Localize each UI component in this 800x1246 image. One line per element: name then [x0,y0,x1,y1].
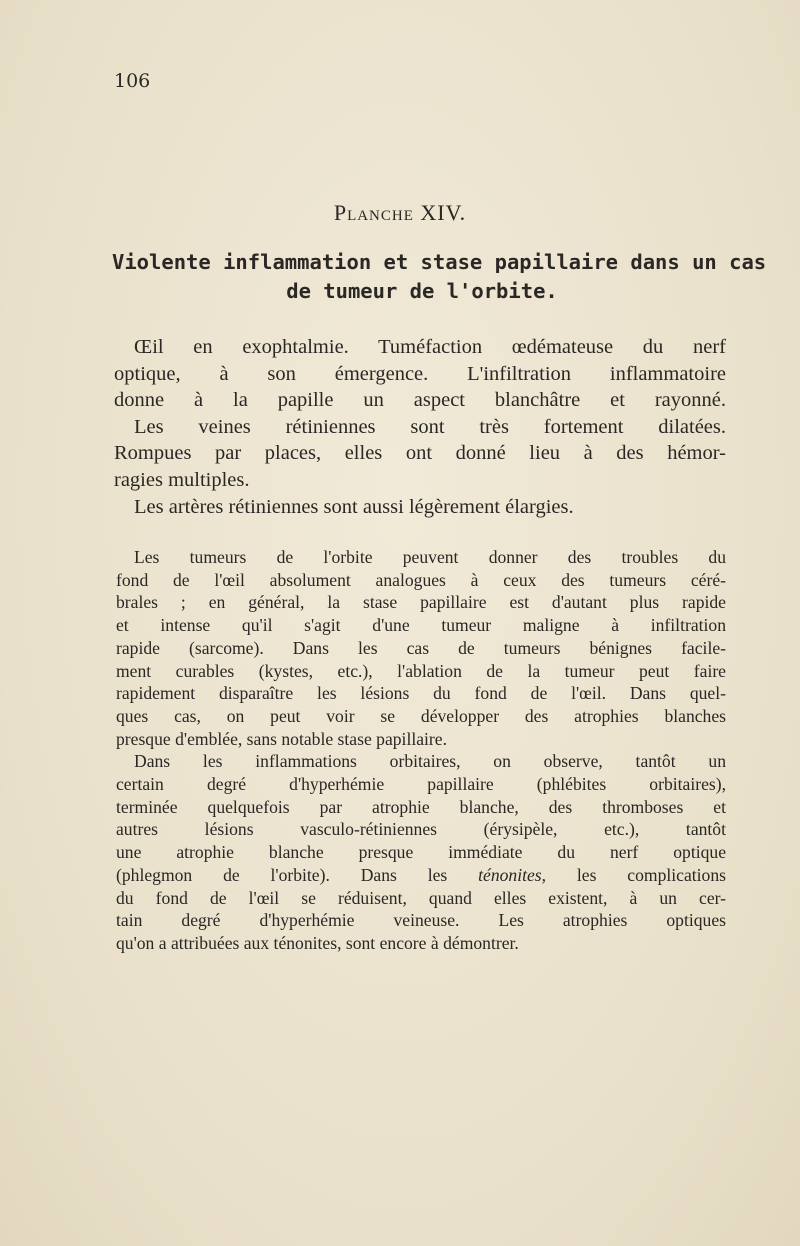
commentary-line: rapide (sarcome). Dans les cas de tumeurs bénignes facile- [116,637,726,658]
description-line: ragies multiples. [114,468,250,491]
commentary-line: du fond de l'œil se réduisent, quand elles existent, à un cer- [116,887,726,908]
commentary-line: qu'on a attribuées aux ténonites, sont encore à démontrer. [116,932,519,953]
commentary-line: autres lésions vasculo-rétiniennes (érysipèle, etc.), tantôt [116,819,726,840]
commentary-line: rapidement disparaître les lésions du fond de l'œil. Dans quel- [116,683,726,704]
description-line: Œil en exophtalmie. Tuméfaction œdémateuse du nerf [134,336,726,358]
description-line: optique, à son émergence. L'infiltration inflammatoire [114,362,726,385]
commentary-line: certain degré d'hyperhémie papillaire (phlébites orbitaires), [116,774,726,795]
commentary-line [116,864,726,887]
description-line: Rompues par places, elles ont donné lieu à des hémor- [114,442,726,465]
plate-heading [112,248,767,306]
description-line: Les artères rétiniennes sont aussi légèrement élargies. [134,495,574,518]
commentary-line: Les tumeurs de l'orbite peuvent donner des troubles du [134,547,726,567]
commentary-text: (phlegmon de l'orbite). Dans les [116,864,479,885]
italic-term: ténonites [478,864,542,885]
commentary-line: Dans les inflammations orbitaires, on observe, tantôt un [134,751,726,772]
commentary-line: ques cas, on peut voir se développer des atrophies blanches [116,705,726,726]
commentary-line: fond de l'œil absolument analogues à ceux des tumeurs céré- [116,569,726,590]
commentary-line: une atrophie blanche presque immédiate du nerf optique [116,842,726,863]
page-number: 106 [114,70,151,92]
plate-description [114,334,726,520]
commentary-line: ment curables (kystes, etc.), l'ablation de la tumeur peut faire [116,660,726,681]
commentary-line: brales ; en général, la stase papillaire est d'autant plus rapide [116,592,726,613]
commentary-line: presque d'emblée, sans notable stase papillaire. [116,728,447,749]
description-line: Les veines rétiniennes sont très fortement dilatées. [134,415,726,438]
plate-title: Planche XIV. [333,200,467,225]
commentary-line: tain degré d'hyperhémie veineuse. Les atrophies optiques [116,910,726,931]
description-line: donne à la papille un aspect blanchâtre et rayonné. [114,389,726,412]
commentary-line: terminée quelquefois par atrophie blanche, des thromboses et [116,796,726,817]
heading-line: de tumeur de l'orbite. [286,279,558,303]
commentary-text: , les complications [541,864,726,885]
commentary-line: et intense qu'il s'agit d'une tumeur maligne à infiltration [116,615,726,636]
heading-line: Violente inflammation et stase papillaire dans un cas [112,250,767,274]
commentary-paragraphs [116,546,726,955]
